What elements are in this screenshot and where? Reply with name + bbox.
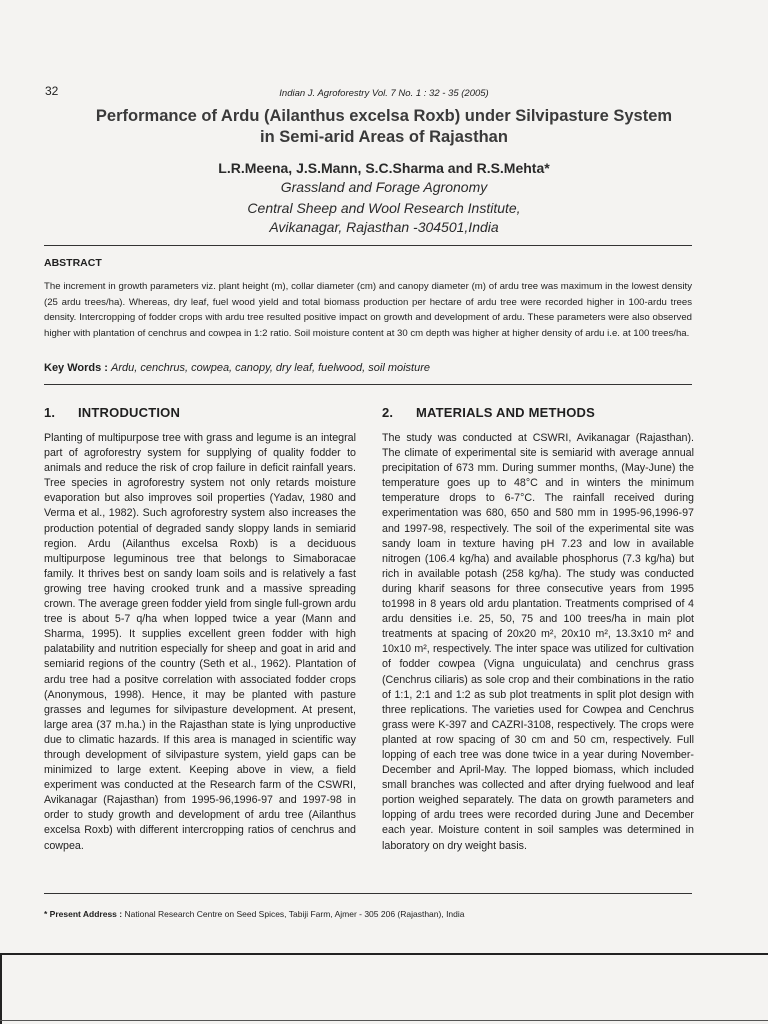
title-line-1: Performance of Ardu (Ailanthus excelsa Roxb) under Silvipasture System — [95, 107, 673, 125]
footnote-text: National Research Centre on Seed Spices, Tabiji Farm, Ajmer - 305 206 (Rajasthan), India — [124, 909, 465, 919]
page-left-edge — [0, 953, 2, 1024]
methods-body: The study was conducted at CSWRI, Avikanagar (Rajasthan). The climate of experimental site is semiarid with average annual precipitation of 673 mm. During summer months, (May-June) the temperature goes up to 48°C and in winters the minimum temperature drops to 6-7°C. The rainfall received during experimentation was 680, 650 and 580 mm in 1995-96,1996-97 and 1997-98, respectively. The soil of the experimental site was sandy loam in texture having pH 7.23 and low in available nitrogen (106.4 kg/ha) and available phosphorus (7.3 kg/ha) but rich in available potash (258 kg/ha). The study was conducted during kharif seasons for three consecutive years from 1995 to1998 in 8 years old ardu plantation. Treatments comprised of 4 ardu densities i.e. 25, 50, 75 and 100 trees/ha in main plot treatments at spacing of 20x20 m², 20x10 m², 13.3x10 m² and 10x10 m², respectively. The inter space was utilized for cultivation of fodder cowpea (Vigna unguiculata) and cenchrus grass (Cenchrus ciliaris) as sole crop and their combinations in the ratio of 1:1, 2:1 and 1:2 as sub plot treatments in split plot design with three replications. The varieties used for Cowpea and Cenchrus grass were K-397 and CAZRI-3108, respectively. The crops were planted at row spacing of 30 cm and 50 cm, respectively. Full lopping of each tree was done twice in a year during November- December and April-May. The lopped biomass, which included small branches was collected and after drying fuelwood and leaf portion weighed separately. The data on growth parameters and lopping of ardu trees were recorded during June and December each year. Moisture content in soil samples was determined in laboratory on dry weight basis. — [382, 432, 694, 852]
authors: L.R.Meena, J.S.Mann, S.C.Sharma and R.S.Mehta* — [218, 160, 550, 176]
abstract-heading: ABSTRACT — [44, 257, 102, 269]
methods-number: 2. — [382, 405, 394, 420]
footnote-divider — [44, 893, 692, 894]
page-number: 32 — [45, 84, 59, 98]
footnote — [44, 909, 465, 919]
keywords — [44, 362, 430, 374]
footnote-label: * Present Address : — [44, 909, 123, 919]
keywords-divider — [44, 384, 692, 385]
paper-title — [30, 106, 738, 148]
abstract-text: The increment in growth parameters viz. plant height (m), collar diameter (cm) and canopy diameter (m) of ardu tree was maximum in the lowest density (25 ardu trees/ha). Whereas, dry leaf, fuel wood yield and total biomass production per hectare of ardu tree were recorded higher in 100-ardu trees density. Intercropping of fodder crops with ardu tree resulted positive impact on growth and development of ardu. These parameters were also observed higher with plantation of cenchrus and cowpea in 1:2 ratio. Soil moisture content at 30 cm depth was higher at higher density of ardu i.e. at 100 trees/ha. — [44, 281, 692, 339]
page-bottom-edge — [0, 953, 768, 955]
intro-number: 1. — [44, 405, 56, 420]
affiliation-line-1: Grassland and Forage Agronomy — [280, 179, 488, 195]
keywords-value: Ardu, cenchrus, cowpea, canopy, dry leaf, fuelwood, soil moisture — [111, 362, 431, 374]
scan-bottom-line — [0, 1020, 768, 1021]
journal-citation: Indian J. Agroforestry Vol. 7 No. 1 : 32 - 35 (2005) — [279, 88, 489, 99]
intro-body: Planting of multipurpose tree with grass and legume is an integral part of agroforestry system for supplying of quality fodder to animals and reduce the risk of crop failure in deficit rainfall years. Tree species in agroforestry system not only retards moisture evaporation but also improves soil properties (Yadav, 1980 and Verma et al., 1982). Such agroforestry system also increases the production potential of degraded sandy sloppy lands in semiarid region. Ardu (Ailanthus excelsa Roxb) is a deciduous multipurpose leguminous tree that belongs to Simaboracae family. It thrives best on sandy loam soils and is relatively a fast growing tree having crooked trunk and a massive spreading crown. The average green fodder yield from single full-grown ardu tree is about 5-7 q/ha when lopped twice a year (Mann and Sharma, 1995). It supplies excellent green fodder with high palatability and nutrition especially for sheep and goat in arid and semiarid regions of the country (Seth et al., 1962). Plantation of ardu tree had a positve correlation with associated fodder crops (Anonymous, 1998). Hence, it may be planted with pasture grasses and legumes for silvipasture development. At present, large area (37 m.ha.) in the Rajasthan state is lying unproductive due to climatic hazards. If this area is managed in scientific way through development of silvipasture system, yield gaps can be minimized to large extent. Keeping above in view, a field experiment was conducted at the Research farm of the CSWRI, Avikanagar (Rajasthan) from 1995-96,1996-97 and 1997-98 in order to study growth and development of ardu tree (Ailanthus excelsa Roxb) with different intercropping ratios of cenchrus and cowpea. — [44, 432, 356, 852]
methods-title: MATERIALS AND METHODS — [416, 405, 595, 420]
title-line-2: in Semi-arid Areas of Rajasthan — [260, 128, 508, 146]
intro-title: INTRODUCTION — [78, 405, 181, 420]
intro-heading — [44, 405, 180, 420]
affiliation-line-2: Central Sheep and Wool Research Institute, — [247, 200, 521, 216]
keywords-label: Key Words : — [44, 362, 108, 374]
methods-heading — [382, 405, 595, 420]
affiliation-line-3: Avikanagar, Rajasthan -304501,India — [269, 219, 499, 235]
header-divider — [44, 245, 692, 246]
